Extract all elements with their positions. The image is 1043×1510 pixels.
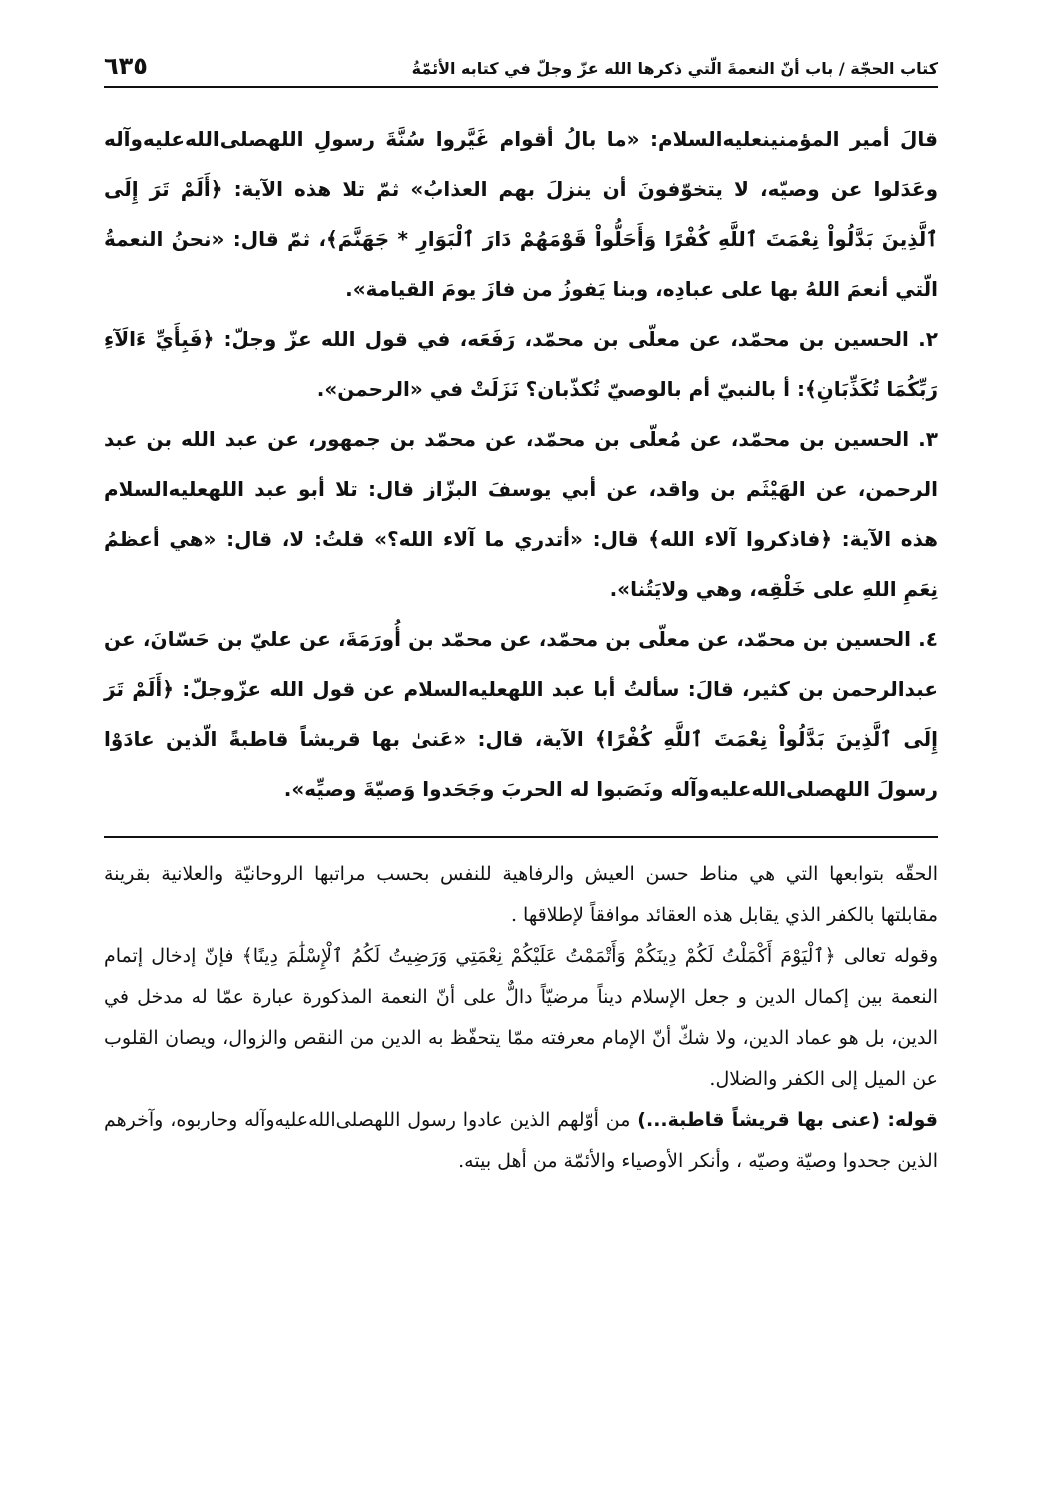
book-page	[104, 36, 938, 1476]
footnote-separator	[104, 836, 938, 838]
commentary-note-lead: قوله: (عنى بها قريشاً قاطبة...)	[637, 1109, 938, 1131]
hadith-text	[104, 114, 938, 814]
hadith-paragraph: ٣. الحسين بن محمّد، عن مُعلّى بن محمّد، عن محمّد بن جمهور، عن عبد الله بن عبد الرحمن، عن الهَيْثَم بن واقد، عن أبي يوسفَ البزّاز قال: تلا أبو عبد اللهعليه‌السلام هذه الآية: ﴿فاذكروا آلاء الله﴾ قال: «أتدري ما آلاء الله؟» قلتُ: لا، قال: «هي أعظمُ نِعَمِ اللهِ على خَلْقِه، وهي ولايَتُنا».	[104, 427, 938, 601]
hadith-paragraph: ٢. الحسين بن محمّد، عن معلّى بن محمّد، رَفَعَه، في قول الله عزّ وجلّ: ﴿فَبِأَيِّ ءَالَآءِ رَبِّكُمَا تُكَذِّبَانِ﴾: أ بالنبيّ أم بالوصيّ تُكذّبان؟ نَزَلَتْ في «الرحمن».	[104, 327, 938, 401]
commentary-paragraph: وقوله تعالى ﴿ٱلْيَوْمَ أَكْمَلْتُ لَكُمْ دِينَكُمْ وَأَتْمَمْتُ عَلَيْكُمْ نِعْمَتِي وَرَضِيتُ لَكُمُ ٱلْإِسْلَٰمَ دِينًا﴾ فإنّ إدخال إتمام النعمة بين إكمال الدين و جعل الإسلام ديناً مرضيّاً دالٌّ على أنّ النعمة المذكورة عبارة عمّا له مدخل في الدين، بل هو عماد الدين، ولا شكّ أنّ الإمام معرفته ممّا يتحفّظ به الدين من النقص والزوال، ويصان القلوب عن الميل إلى الكفر والضلال.	[104, 945, 938, 1090]
commentary-paragraph: الحقّه بتوابعها التي هي مناط حسن العيش والرفاهية للنفس بحسب مراتبها الروحانيّة والعلانية بقرينة مقابلتها بالكفر الذي يقابل هذه العقائد موافقاً لإطلاقها .	[104, 863, 938, 926]
hadith-paragraph: ٤. الحسين بن محمّد، عن معلّى بن محمّد، عن محمّد بن أُورَمَةَ، عن عليّ بن حَسّانَ، عن عبدالرحمن بن كثير، قالَ: سألتُ أبا عبد اللهعليه‌السلام عن قول الله عزّوجلّ: ﴿أَلَمْ تَرَ إِلَى ٱلَّذِينَ بَدَّلُواْ نِعْمَتَ ٱللَّهِ كُفْرًا﴾ الآية، قال: «عَنىٰ بها قريشاً قاطبةً الّذين عادَوْا رسولَ اللهصلى‌الله‌عليه‌وآله ونَصَبوا له الحربَ وجَحَدوا وَصيّةَ وصيِّه».	[104, 627, 938, 801]
commentary-note	[104, 1100, 938, 1182]
hadith-paragraph: قالَ أمير المؤمنينعليه‌السلام: «ما بالُ أقوام غَيَّروا سُنَّةَ رسولِ اللهصلى‌الله‌عليه‌وآله وعَدَلوا عن وصيّه، لا يتخوّفونَ أن ينزلَ بهم العذابُ» ثمّ تلا هذه الآية: ﴿أَلَمْ تَرَ إِلَى ٱلَّذِينَ بَدَّلُواْ نِعْمَتَ ٱللَّهِ كُفْرًا وَأَحَلُّواْ قَوْمَهُمْ دَارَ ٱلْبَوَارِ * جَهَنَّمَ﴾، ثمّ قال: «نحنُ النعمةُ الّتي أنعمَ اللهُ بها على عبادِه، وبنا يَفوزُ من فازَ يومَ القيامة».	[104, 127, 938, 301]
page-header	[104, 36, 938, 88]
running-head: كتاب الحجّة / باب أنّ النعمةَ الّتي ذكرها الله عزّ وجلّ في كتابه الأئمّةُ	[411, 58, 938, 78]
page-number: ٦٣٥	[104, 52, 148, 80]
commentary-note-text: من أوّلهم الذين عادوا رسول اللهصلى‌الله‌عليه‌وآله وحاربوه، وآخرهم الذين جحدوا وصيّة وصيّه ، وأنكر الأوصياء والأئمّة من أهل بيته.	[104, 1109, 938, 1172]
commentary-text	[104, 854, 938, 1182]
